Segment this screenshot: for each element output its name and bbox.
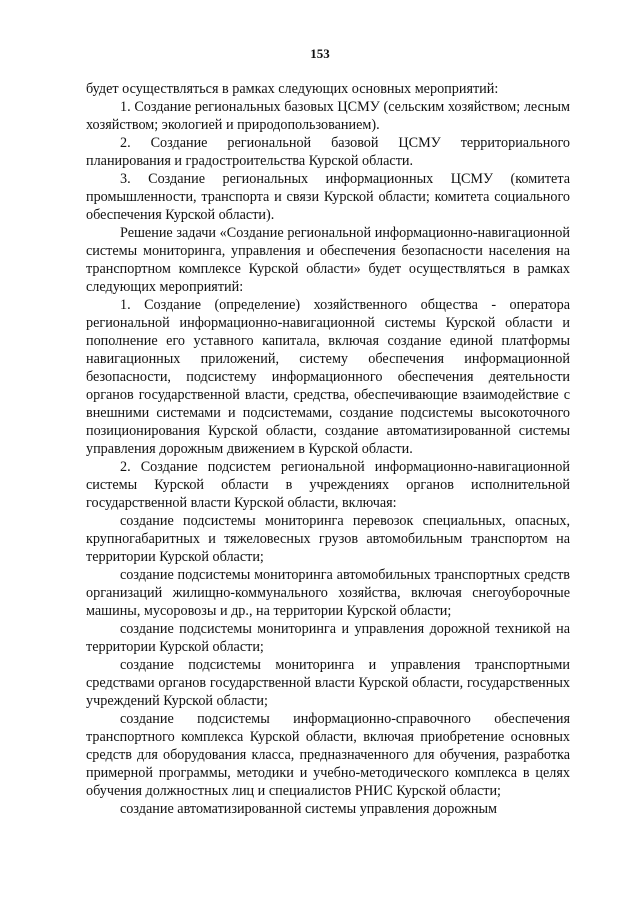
paragraph: 3. Создание региональных информационных ЦСМУ (комитета промышленности, транспорта и связи Курской области; комитета социального обеспечения Курской области). (86, 171, 570, 223)
paragraph: создание подсистемы мониторинга и управления транспортными средствами органов государственной власти Курской области, государственных учреждений Курской области; (86, 657, 570, 709)
page-number: 153 (310, 46, 330, 61)
paragraph: создание подсистемы мониторинга перевозок специальных, опасных, крупногабаритных и тяжеловесных грузов автомобильным транспортом на территории Курской области; (86, 513, 570, 565)
paragraph: создание подсистемы мониторинга и управления дорожной техникой на территории Курской области; (86, 621, 570, 655)
body-text (86, 80, 570, 818)
paragraph: 1. Создание региональных базовых ЦСМУ (сельским хозяйством; лесным хозяйством; экологией и природопользованием). (86, 99, 570, 133)
paragraph: создание автоматизированной системы управления дорожным (120, 801, 497, 817)
paragraph: будет осуществляться в рамках следующих основных мероприятий: (86, 81, 499, 97)
paragraph: Решение задачи «Создание региональной информационно-навигационной системы мониторинга, управления и обеспечения безопасности населения на транспортном комплексе Курской области» будет осуществляться в рамках следующих мероприятий: (86, 225, 570, 295)
paragraph: 1. Создание (определение) хозяйственного общества - оператора региональной информационно-навигационной системы Курской области и пополнение его уставного капитала, включая создание единой платформы навигационных приложений, систему обеспечения информационной безопасности, подсистему информационного обеспечения деятельности органов государственной власти, средства, обеспечивающие взаимодействие с внешними системами и подсистемами, создание подсистемы высокоточного позиционирования Курской области, создание автоматизированной системы управления дорожным движением в Курской области. (86, 297, 570, 457)
paragraph: создание подсистемы информационно-справочного обеспечения транспортного комплекса Курской области, включая приобретение основных средств для оборудования класса, предназначенного для обучения, разработка примерной программы, методики и учебно-методического комплекса в целях обучения должностных лиц и специалистов РНИС Курской области; (86, 711, 570, 799)
paragraph: создание подсистемы мониторинга автомобильных транспортных средств организаций жилищно-коммунального хозяйства, включая снегоуборочные машины, мусоровозы и др., на территории Курской области; (86, 567, 570, 619)
paragraph: 2. Создание региональной базовой ЦСМУ территориального планирования и градостроительства Курской области. (86, 135, 570, 169)
paragraph: 2. Создание подсистем региональной информационно-навигационной системы Курской области в учреждениях органов исполнительной государственной власти Курской области, включая: (86, 459, 570, 511)
